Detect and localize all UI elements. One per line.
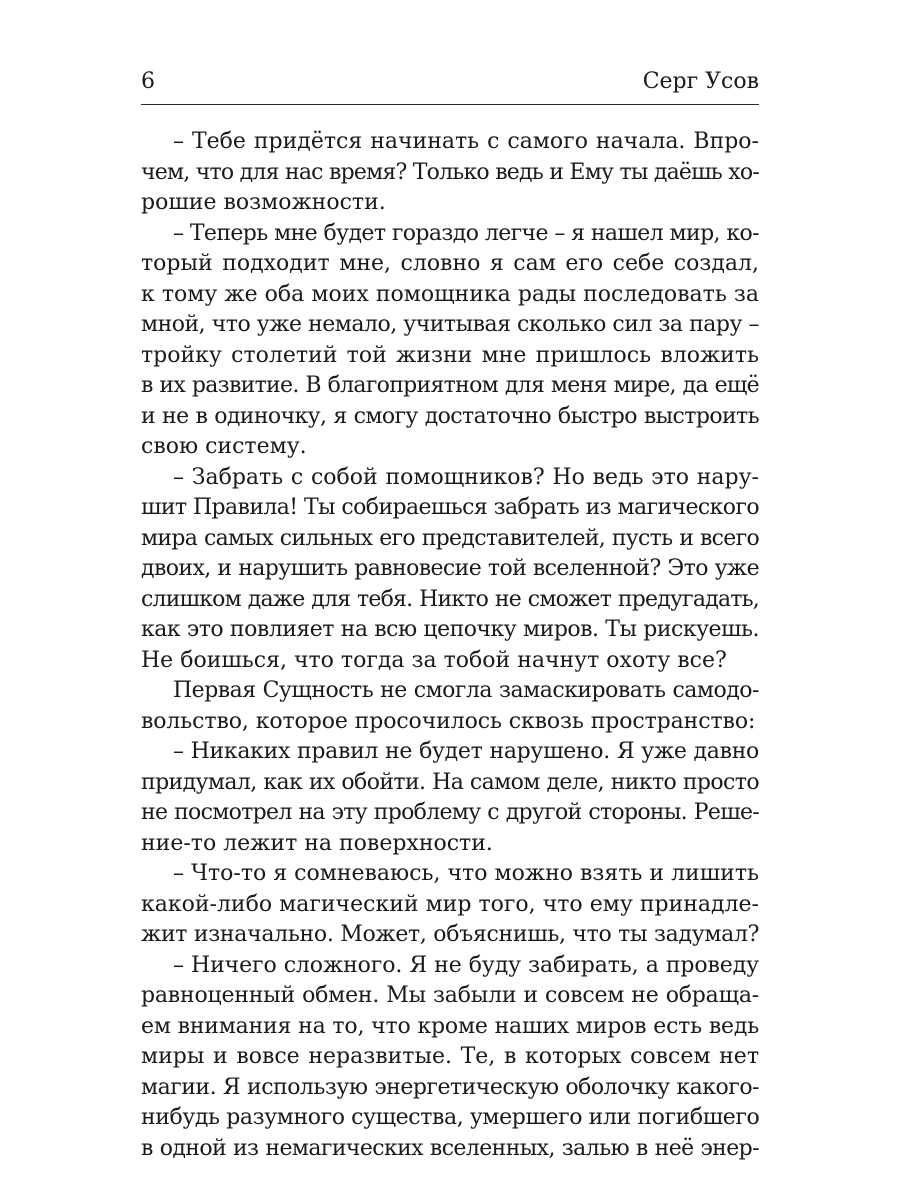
running-title: Серг Усов <box>642 69 759 94</box>
text-line: не посмотрел на эту проблему с другой стороны. Реше- <box>141 800 759 825</box>
text-line: слишком даже для тебя. Никто не сможет предугадать, <box>141 586 759 612</box>
text-line: придумал, как их обойти. На самом деле, никто просто <box>141 769 759 795</box>
text-line: какой-либо магический мир того, что ему принадле- <box>141 891 759 917</box>
book-text <box>141 127 759 1164</box>
text-line: торый подходит мне, словно я сам его себе создал, <box>141 251 759 276</box>
text-line: в одной из немагических вселенных, залью в неё энер- <box>141 1135 759 1161</box>
text-line: – Никаких правил не будет нарушено. Я уже давно <box>173 739 759 764</box>
text-line: – Ничего сложного. Я не буду забирать, а проведу <box>173 952 759 978</box>
text-line: мира самых сильных его представителей, пусть и всего <box>141 525 759 551</box>
text-line: и не в одиночку, я смогу достаточно быстро выстроить <box>141 403 759 429</box>
text-line: – Забрать с собой помощников? Но ведь это нару- <box>173 464 759 490</box>
page-number: 6 <box>141 69 155 94</box>
text-line: как это повлияет на всю цепочку миров. Ты рискуешь. <box>141 617 759 642</box>
text-line: свою систему. <box>141 434 307 459</box>
text-line: магии. Я использую энергетическую оболочку какого- <box>141 1074 759 1100</box>
text-line: – Тебе придётся начинать с самого начала. Впро- <box>173 129 759 154</box>
text-line: ние-то лежит на поверхности. <box>141 830 493 856</box>
text-line: шит Правила! Ты собираешься забрать из магического <box>141 495 759 520</box>
text-line: тройку столетий той жизни мне пришлось вложить <box>141 342 759 368</box>
header-rule <box>141 104 759 105</box>
text-line: Не боишься, что тогда за тобой начнут охоту все? <box>141 647 727 673</box>
text-line: ем внимания на то, что кроме наших миров есть ведь <box>141 1013 759 1039</box>
text-line: жит изначально. Может, объяснишь, что ты задумал? <box>141 922 759 947</box>
text-line: миры и вовсе неразвитые. Те, в которых совсем нет <box>141 1044 759 1069</box>
text-line: нибудь разумного существа, умершего или погибшего <box>141 1105 759 1130</box>
text-line: – Теперь мне будет гораздо легче – я нашел мир, ко- <box>173 220 759 246</box>
text-line: двоих, и нарушить равновесие той вселенной? Это уже <box>141 556 759 581</box>
text-line: Первая Сущность не смогла замаскировать самодо- <box>173 678 759 703</box>
text-line: рошие возможности. <box>141 190 386 215</box>
text-line: мной, что уже немало, учитывая сколько сил за пару – <box>141 312 759 337</box>
text-line: вольство, которое просочилось сквозь пространство: <box>141 708 756 734</box>
text-line: – Что-то я сомневаюсь, что можно взять и лишить <box>173 861 759 886</box>
text-line: чем, что для нас время? Только ведь и Ему ты даёшь хо- <box>141 159 759 185</box>
text-line: к тому же оба моих помощника рады последовать за <box>141 281 759 307</box>
text-line: в их развитие. В благоприятном для меня мире, да ещё <box>141 373 759 398</box>
running-head <box>141 66 759 98</box>
text-line: равноценный обмен. Мы забыли и совсем не обраща- <box>141 983 759 1008</box>
